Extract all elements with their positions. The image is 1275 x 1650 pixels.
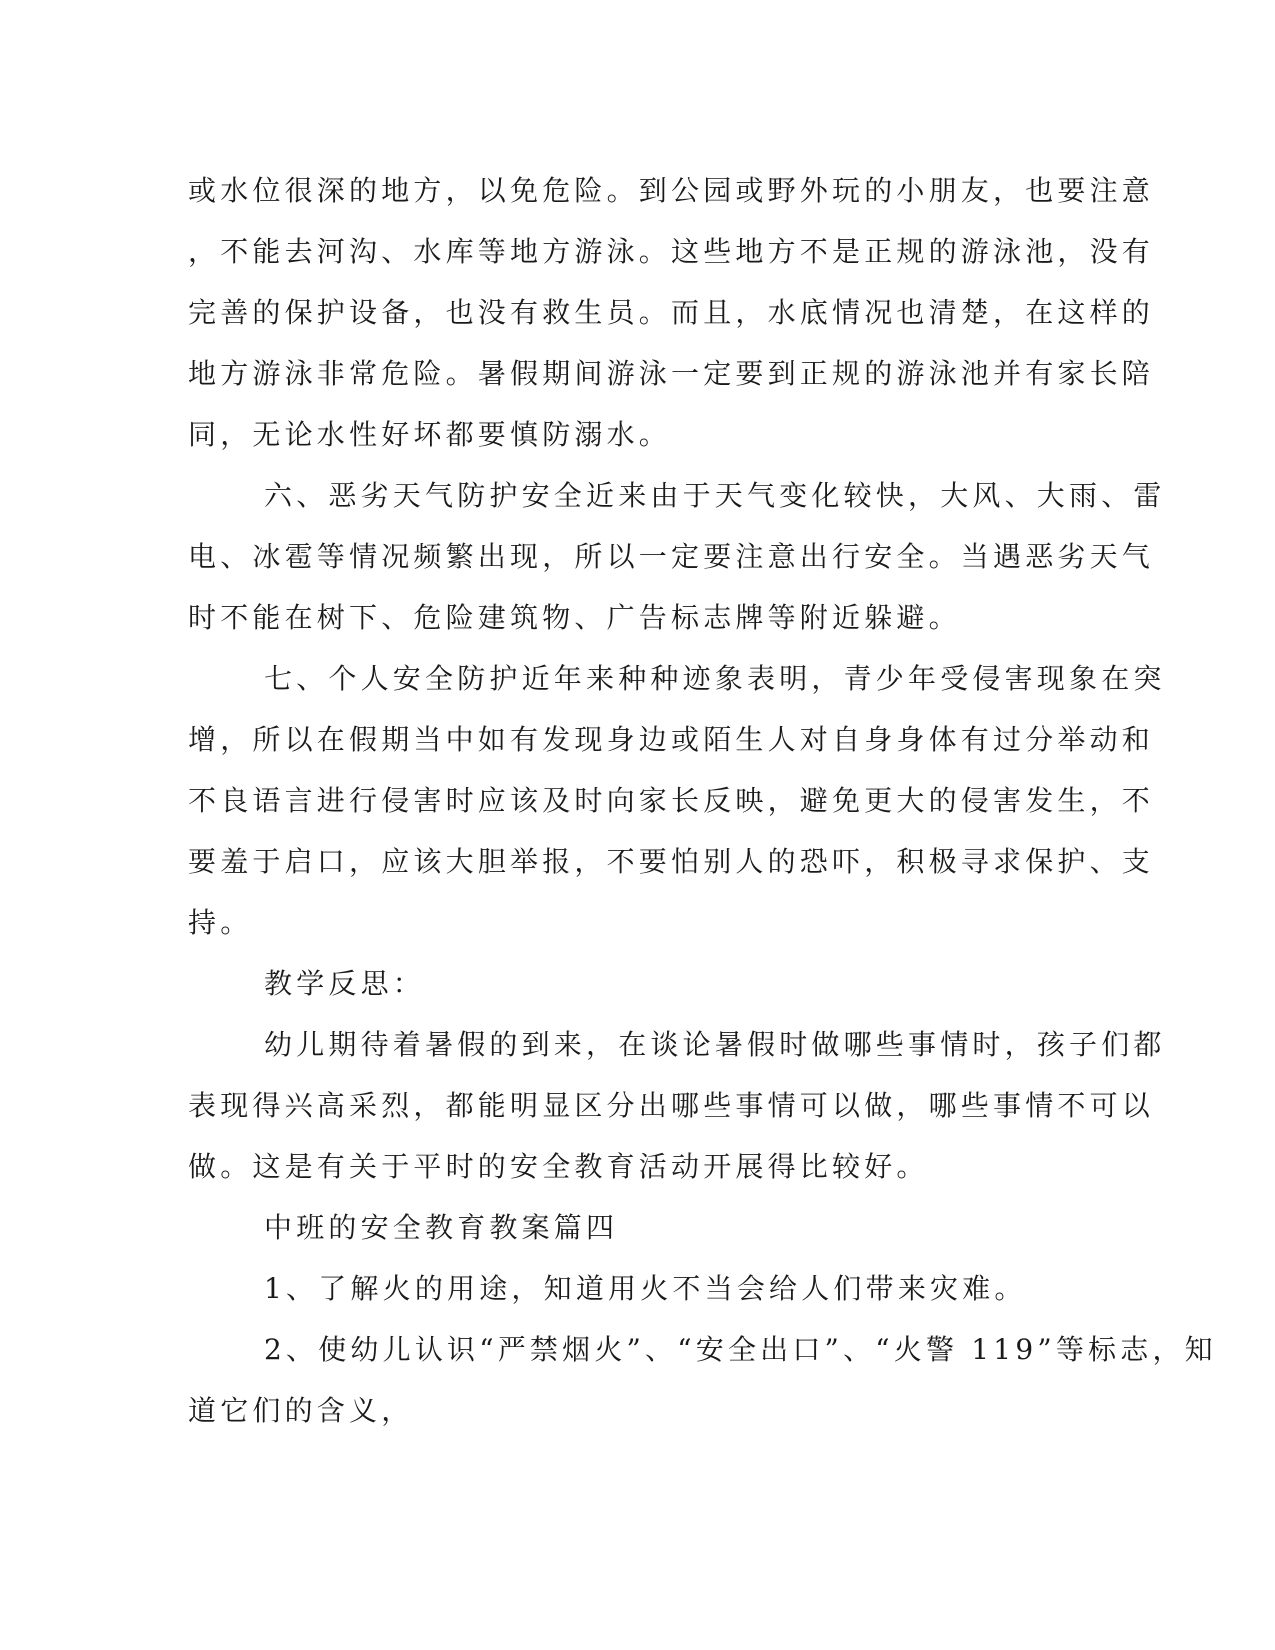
text-line: 时不能在树下、危险建筑物、广告标志牌等附近躲避。 — [188, 601, 961, 634]
text-line: 不良语言进行侵害时应该及时向家长反映，避免更大的侵害发生，不 — [188, 784, 1155, 817]
text-line: 地方游泳非常危险。暑假期间游泳一定要到正规的游泳池并有家长陪 — [188, 357, 1155, 390]
document-body — [188, 160, 1217, 1441]
text-line: 同，无论水性好坏都要慎防溺水。 — [188, 418, 672, 451]
section-seven-heading-line: 七、个人安全防护近年来种种迹象表明，青少年受侵害现象在突 — [264, 662, 1166, 695]
lesson-plan-title: 中班的安全教育教案篇四 — [264, 1211, 619, 1244]
text-line: 或水位很深的地方，以免危险。到公园或野外玩的小朋友，也要注意 — [188, 174, 1155, 207]
text-line: 增，所以在假期当中如有发现身边或陌生人对自身身体有过分举动和 — [188, 723, 1155, 756]
text-line: 持。 — [188, 906, 253, 939]
text-line: 要羞于启口，应该大胆举报，不要怕别人的恐吓，积极寻求保护、支 — [188, 845, 1155, 878]
reflection-heading: 教学反思： — [264, 967, 426, 1000]
objective-item-1: 1、了解火的用途，知道用火不当会给人们带来灾难。 — [264, 1272, 1027, 1305]
section-six-heading-line: 六、恶劣天气防护安全近来由于天气变化较快，大风、大雨、雷 — [264, 479, 1166, 512]
text-line: 幼儿期待着暑假的到来，在谈论暑假时做哪些事情时，孩子们都 — [264, 1028, 1166, 1061]
text-line: ，不能去河沟、水库等地方游泳。这些地方不是正规的游泳池，没有 — [188, 235, 1155, 268]
text-line: 做。这是有关于平时的安全教育活动开展得比较好。 — [188, 1150, 929, 1183]
text-line: 电、冰雹等情况频繁出现，所以一定要注意出行安全。当遇恶劣天气 — [188, 540, 1155, 573]
text-line: 表现得兴高采烈，都能明显区分出哪些事情可以做，哪些事情不可以 — [188, 1089, 1155, 1122]
text-line: 道它们的含义， — [188, 1394, 414, 1427]
objective-item-2: 2、使幼儿认识“严禁烟火”、“安全出口”、“火警 119”等标志，知 — [264, 1333, 1217, 1366]
text-line: 完善的保护设备，也没有救生员。而且，水底情况也清楚，在这样的 — [188, 296, 1155, 329]
